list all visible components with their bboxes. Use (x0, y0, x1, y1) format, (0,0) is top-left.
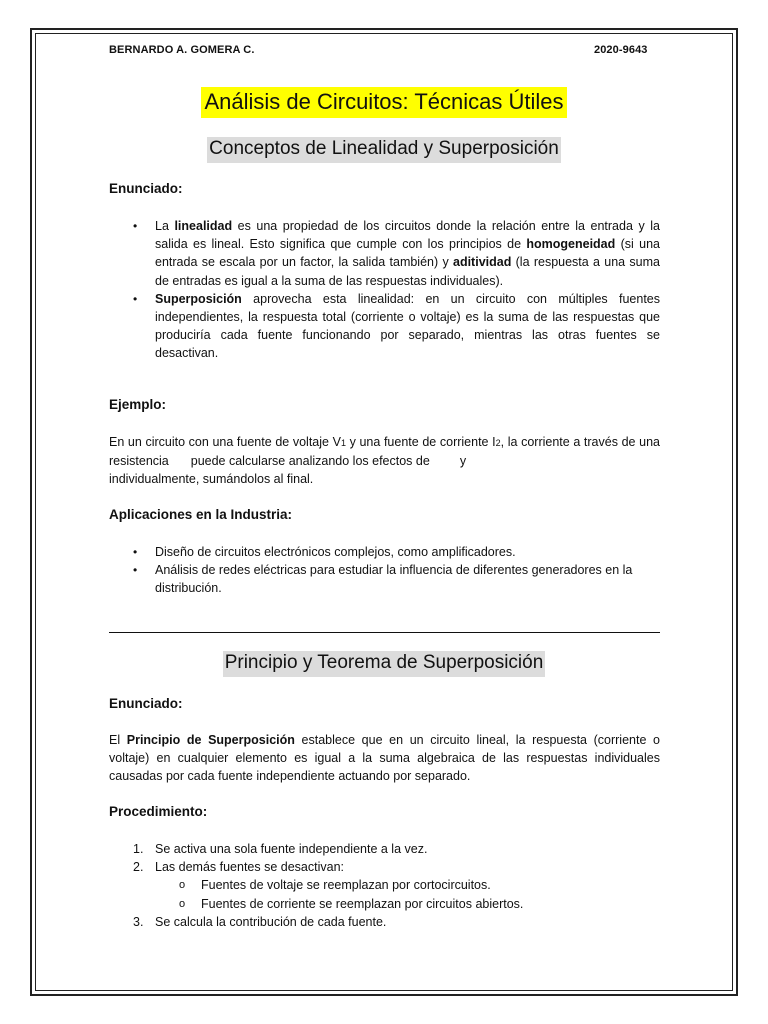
subscript: 2 (495, 438, 501, 448)
bullet-icon: • (133, 219, 138, 233)
sub-step-text: Fuentes de corriente se reemplazan por circuitos abiertos. (201, 896, 524, 911)
term-principio: Principio de Superposición (126, 733, 295, 747)
list-item (109, 290, 660, 363)
list-item (109, 217, 660, 290)
text-run: puede calcularse analizando los efectos de (190, 454, 430, 469)
text-run: (si una entrada se escala por un factor, la salida también) y (155, 237, 660, 270)
section1-heading-container (0, 137, 768, 163)
list-item (109, 858, 660, 876)
section1-bullet-list (109, 217, 660, 363)
text-run: , la corriente a través de una resistencia (109, 435, 660, 469)
term-linealidad: linealidad (174, 219, 233, 233)
section2-enunciado-paragraph (109, 731, 660, 786)
text-run: En un circuito con una fuente de voltaje V (109, 435, 341, 449)
section-divider (109, 632, 660, 633)
list-item-text: Análisis de redes eléctricas para estudiar la influencia de diferentes generadores en la distribución. (155, 563, 633, 596)
step-text: Se calcula la contribución de cada fuente. (155, 914, 387, 929)
list-item (109, 913, 660, 931)
text-run: y (459, 454, 467, 469)
text-run: El (109, 733, 127, 747)
ejemplo-label: Ejemplo: (109, 397, 167, 412)
ejemplo-paragraph (109, 433, 660, 489)
text-run: individualmente, sumándolos al final. (109, 472, 314, 487)
term-homogeneidad: homogeneidad (526, 237, 616, 252)
text-run: aprovecha esta linealidad: en un circuito con múltiples fuentes independientes, la respuesta total (corriente o voltaje) es la suma de las respuestas que produciría cada fuente funcionando por separado, mientras las otras fuentes se desactivan. (155, 291, 660, 361)
step-number: 3. (133, 914, 144, 929)
section2-heading-container (0, 651, 768, 677)
text-run: es una propiedad de los circuitos donde la relación entre la entrada y la salida es lineal. Esto significa que cumple con los principios de (155, 219, 660, 252)
list-item (109, 543, 660, 561)
procedimiento-label: Procedimiento: (109, 804, 208, 819)
step-number: 1. (133, 842, 144, 856)
section2-enunciado-label: Enunciado: (109, 696, 183, 711)
procedimiento-list (109, 840, 660, 931)
circle-bullet-icon: o (179, 879, 186, 892)
sub-list-item (109, 876, 660, 894)
text-run: (la respuesta a una suma de entradas es igual a la suma de las respuestas individuales). (155, 255, 660, 288)
step-number: 2. (133, 860, 144, 875)
section1-enunciado-label: Enunciado: (109, 181, 183, 196)
section2-heading: Principio y Teorema de Superposición (223, 651, 546, 677)
student-id: 2020-9643 (594, 44, 648, 56)
author-name: BERNARDO A. GOMERA C. (109, 44, 255, 56)
section1-heading: Conceptos de Linealidad y Superposición (207, 137, 561, 163)
term-aditividad: aditividad (453, 255, 512, 270)
list-item (109, 840, 660, 858)
text-run: establece que en un circuito lineal, la respuesta (corriente o voltaje) en cualquier elemento es igual a la suma algebraica de las respuestas individuales causadas por cada fuente independiente actuando por separado. (109, 733, 660, 784)
subscript: 1 (340, 438, 346, 448)
aplicaciones-list (109, 543, 660, 598)
step-text: Se activa una sola fuente independiente a la vez. (155, 842, 428, 856)
text-run: La (155, 219, 175, 233)
text-run: y una fuente de corriente I (345, 435, 496, 449)
sub-list-item (109, 895, 660, 913)
sub-step-text: Fuentes de voltaje se reemplazan por cortocircuitos. (201, 878, 491, 893)
term-superposicion: Superposición (155, 291, 242, 306)
circle-bullet-icon: o (179, 897, 186, 910)
list-item-text: Diseño de circuitos electrónicos complejos, como amplificadores. (155, 545, 516, 559)
bullet-icon: • (133, 291, 138, 306)
aplicaciones-label: Aplicaciones en la Industria: (109, 507, 293, 522)
title-container (0, 87, 768, 118)
bullet-icon: • (133, 563, 138, 578)
bullet-icon: • (133, 545, 138, 559)
document-title: Análisis de Circuitos: Técnicas Útiles (201, 87, 566, 118)
step-text: Las demás fuentes se desactivan: (155, 860, 345, 875)
list-item (109, 561, 660, 597)
